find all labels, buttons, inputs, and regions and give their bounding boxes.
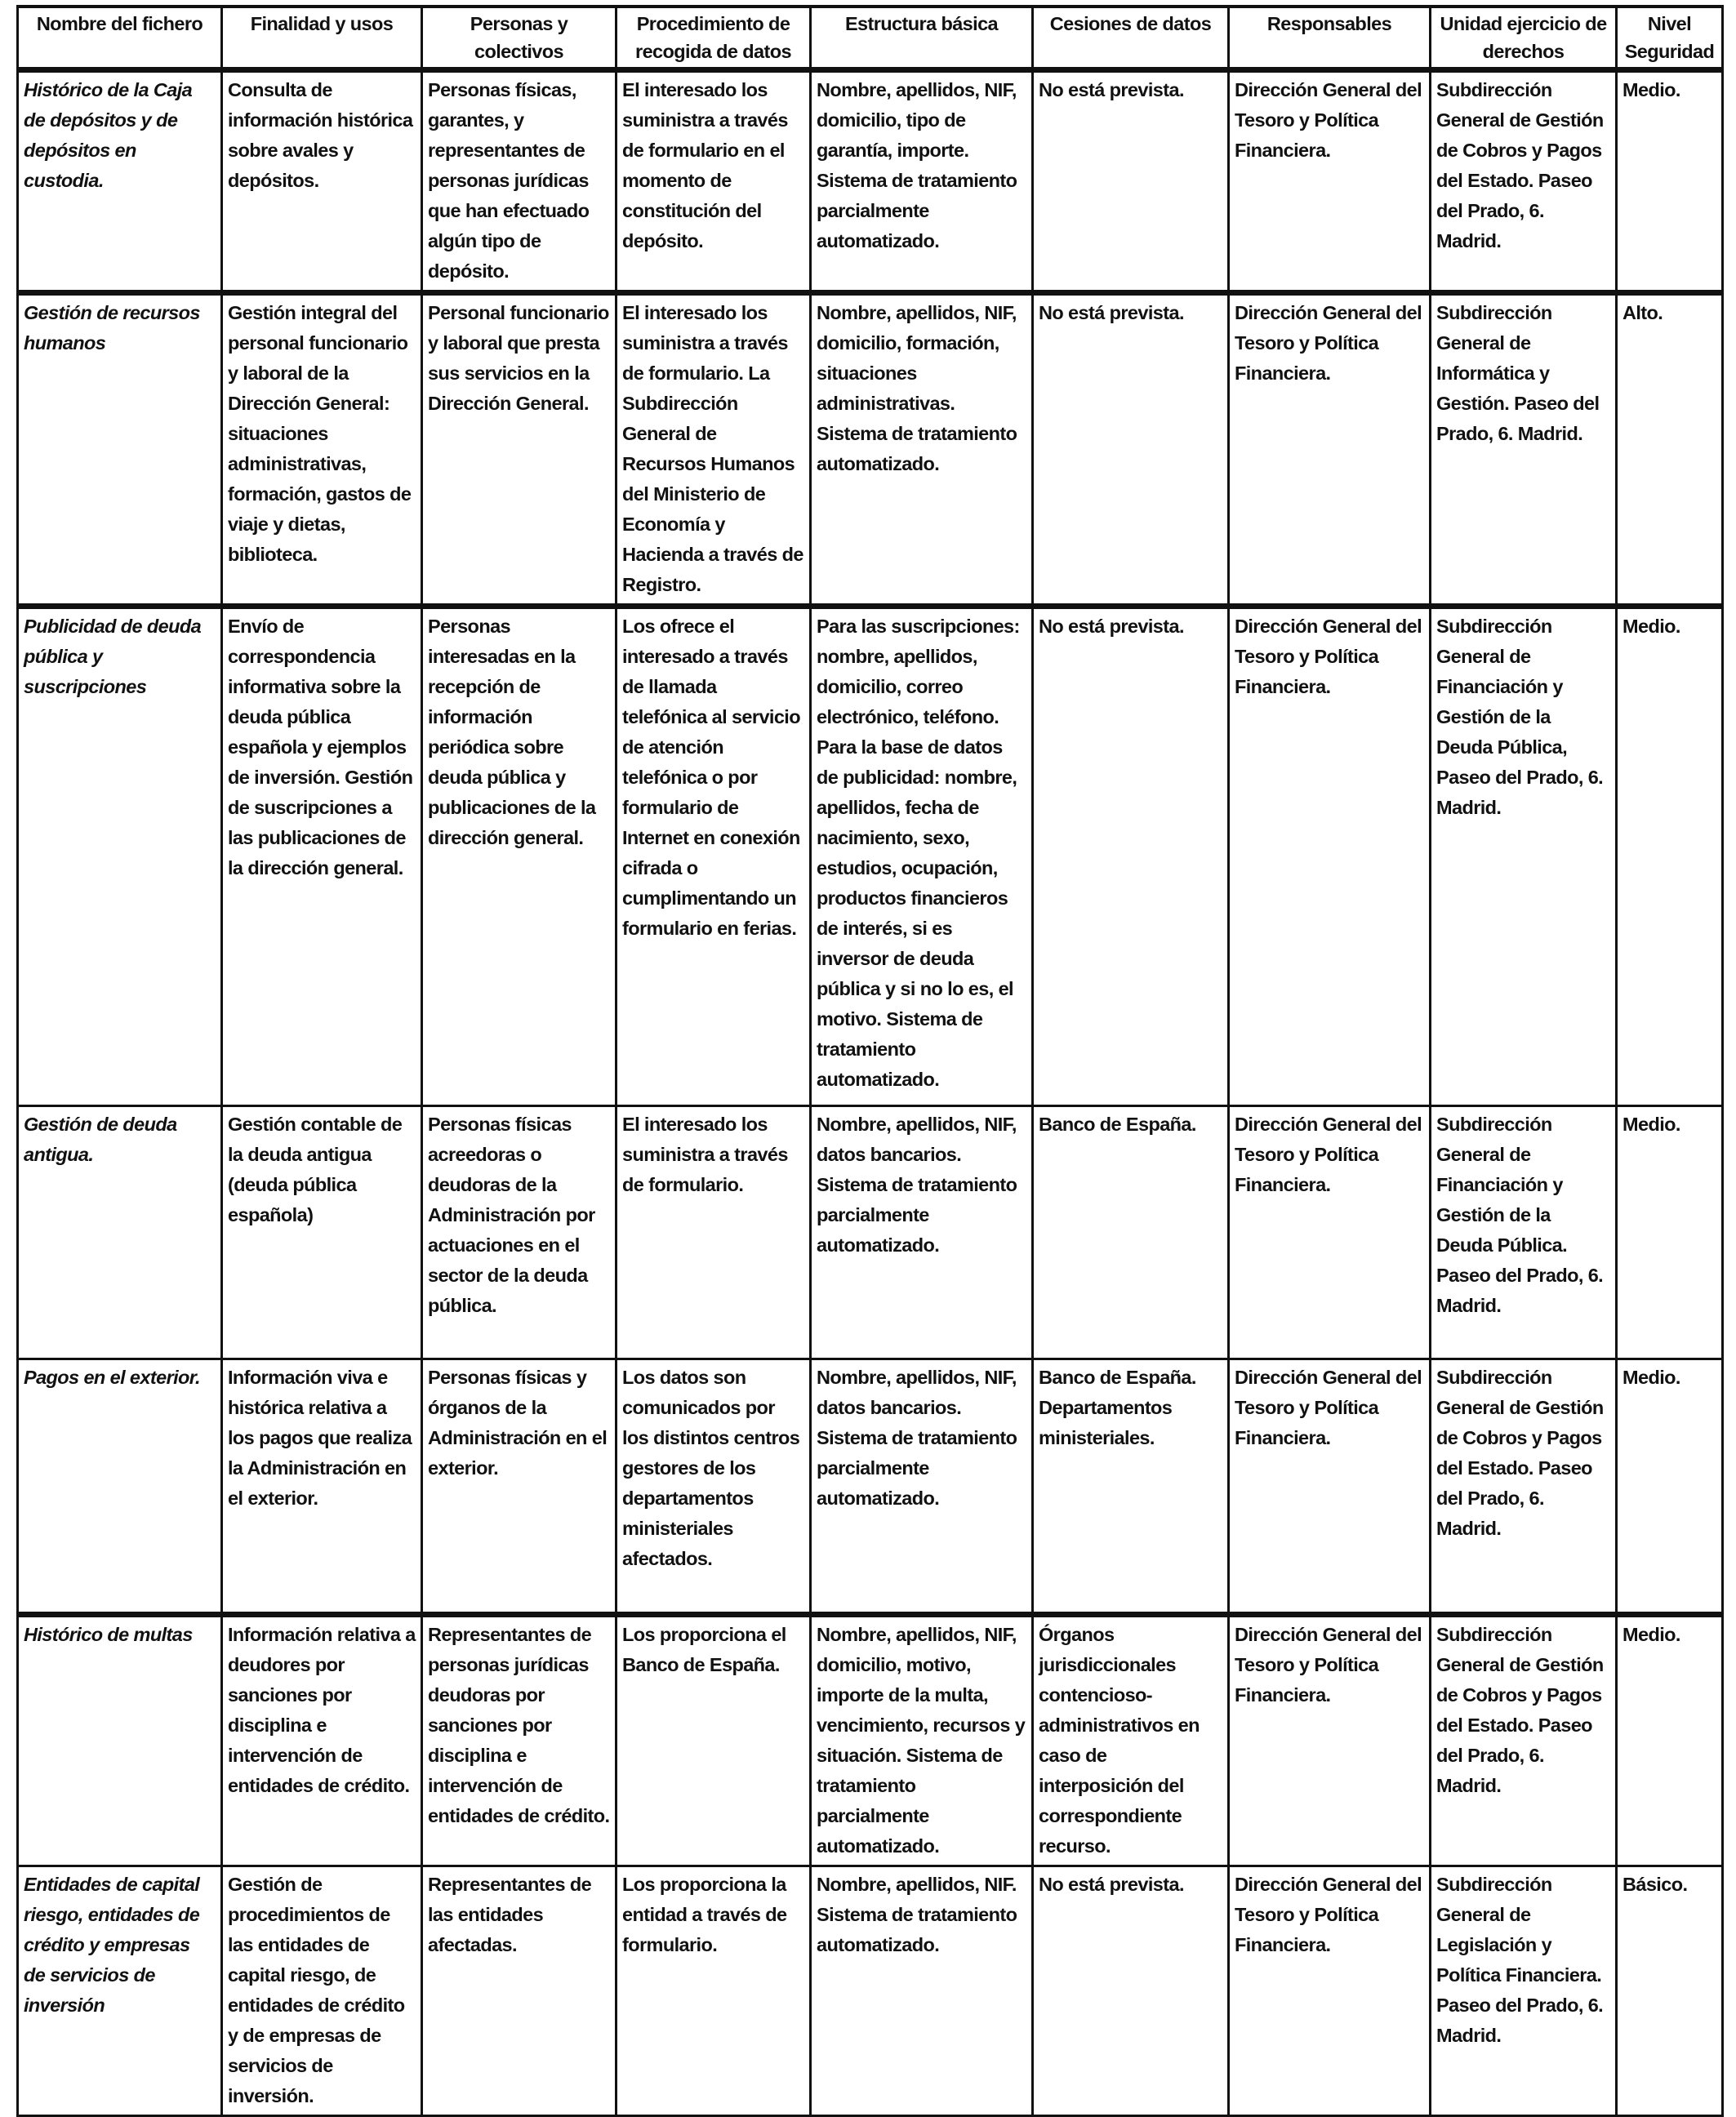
cell-responsables: Dirección General del Tesoro y Política Financiera. bbox=[1229, 1359, 1431, 1615]
cell-nombre: Histórico de la Caja de depósitos y de depósitos en custodia. bbox=[18, 70, 222, 293]
cell-nivel: Medio. bbox=[1617, 607, 1723, 1106]
cell-estructura: Para las suscripciones: nombre, apellidos, domicilio, correo electrónico, teléfono. Para la base de datos de publicidad: nombre, apellidos, fecha de nacimiento, sexo, estudios, ocupación, productos financieros de interés, si es inversor de deuda pública y si no lo es, el motivo. Sistema de tratamiento automatizado. bbox=[811, 607, 1033, 1106]
cell-unidad: Subdirección General de Financiación y Gestión de la Deuda Pública. Paseo del Prado, 6. Madrid. bbox=[1431, 1106, 1617, 1359]
cell-procedimiento: Los proporciona la entidad a través de formulario. bbox=[617, 1866, 811, 2116]
table-row bbox=[18, 607, 1723, 1106]
table-row bbox=[18, 1359, 1723, 1615]
header-nivel: Nivel Seguridad bbox=[1617, 7, 1723, 70]
cell-finalidad: Información relativa a deudores por sanciones por disciplina e intervención de entidades de crédito. bbox=[222, 1615, 422, 1866]
cell-finalidad: Consulta de información histórica sobre avales y depósitos. bbox=[222, 70, 422, 293]
cell-finalidad: Gestión de procedimientos de las entidades de capital riesgo, de entidades de crédito y de empresas de servicios de inversión. bbox=[222, 1866, 422, 2116]
cell-nivel: Básico. bbox=[1617, 1866, 1723, 2116]
cell-procedimiento: El interesado los suministra a través de formulario. La Subdirección General de Recursos Humanos del Ministerio de Economía y Hacienda a través de Registro. bbox=[617, 293, 811, 607]
cell-nivel: Medio. bbox=[1617, 1106, 1723, 1359]
cell-cesiones: Banco de España. Departamentos ministeriales. bbox=[1033, 1359, 1229, 1615]
cell-responsables: Dirección General del Tesoro y Política Financiera. bbox=[1229, 70, 1431, 293]
cell-responsables: Dirección General del Tesoro y Política Financiera. bbox=[1229, 1866, 1431, 2116]
cell-nombre: Gestión de recursos humanos bbox=[18, 293, 222, 607]
cell-cesiones: No está prevista. bbox=[1033, 607, 1229, 1106]
cell-finalidad: Envío de correspondencia informativa sobre la deuda pública española y ejemplos de inversión. Gestión de suscripciones a las publicaciones de la dirección general. bbox=[222, 607, 422, 1106]
header-unidad: Unidad ejercicio de derechos bbox=[1431, 7, 1617, 70]
cell-estructura: Nombre, apellidos, NIF, datos bancarios. Sistema de tratamiento parcialmente automatizado. bbox=[811, 1359, 1033, 1615]
cell-nivel: Medio. bbox=[1617, 1359, 1723, 1615]
cell-responsables: Dirección General del Tesoro y Política Financiera. bbox=[1229, 1615, 1431, 1866]
cell-cesiones: No está prevista. bbox=[1033, 293, 1229, 607]
table-row bbox=[18, 293, 1723, 607]
cell-procedimiento: Los proporciona el Banco de España. bbox=[617, 1615, 811, 1866]
cell-unidad: Subdirección General de Informática y Gestión. Paseo del Prado, 6. Madrid. bbox=[1431, 293, 1617, 607]
cell-cesiones: Órganos jurisdiccionales contencioso-administrativos en caso de interposición del correspondiente recurso. bbox=[1033, 1615, 1229, 1866]
cell-responsables: Dirección General del Tesoro y Política Financiera. bbox=[1229, 607, 1431, 1106]
cell-nombre: Entidades de capital riesgo, entidades de crédito y empresas de servicios de inversión bbox=[18, 1866, 222, 2116]
cell-personas: Representantes de las entidades afectadas. bbox=[422, 1866, 617, 2116]
cell-responsables: Dirección General del Tesoro y Política Financiera. bbox=[1229, 293, 1431, 607]
cell-nombre: Histórico de multas bbox=[18, 1615, 222, 1866]
header-responsables: Responsables bbox=[1229, 7, 1431, 70]
cell-personas: Personas físicas, garantes, y representantes de personas jurídicas que han efectuado algún tipo de depósito. bbox=[422, 70, 617, 293]
cell-nombre: Pagos en el exterior. bbox=[18, 1359, 222, 1615]
cell-unidad: Subdirección General de Legislación y Política Financiera. Paseo del Prado, 6. Madrid. bbox=[1431, 1866, 1617, 2116]
cell-nombre: Gestión de deuda antigua. bbox=[18, 1106, 222, 1359]
cell-nombre: Publicidad de deuda pública y suscripciones bbox=[18, 607, 222, 1106]
table-row bbox=[18, 1615, 1723, 1866]
table-row bbox=[18, 70, 1723, 293]
header-cesiones: Cesiones de datos bbox=[1033, 7, 1229, 70]
cell-estructura: Nombre, apellidos, NIF, domicilio, formación, situaciones administrativas. Sistema de tratamiento automatizado. bbox=[811, 293, 1033, 607]
cell-personas: Personas físicas acreedoras o deudoras de la Administración por actuaciones en el sector de la deuda pública. bbox=[422, 1106, 617, 1359]
cell-unidad: Subdirección General de Financiación y Gestión de la Deuda Pública, Paseo del Prado, 6. Madrid. bbox=[1431, 607, 1617, 1106]
cell-finalidad: Gestión contable de la deuda antigua (deuda pública española) bbox=[222, 1106, 422, 1359]
cell-procedimiento: Los ofrece el interesado a través de llamada telefónica al servicio de atención telefónica o por formulario de Internet en conexión cifrada o cumplimentando un formulario en ferias. bbox=[617, 607, 811, 1106]
cell-personas: Personal funcionario y laboral que presta sus servicios en la Dirección General. bbox=[422, 293, 617, 607]
cell-procedimiento: El interesado los suministra a través de formulario en el momento de constitución del depósito. bbox=[617, 70, 811, 293]
cell-estructura: Nombre, apellidos, NIF, datos bancarios. Sistema de tratamiento parcialmente automatizado. bbox=[811, 1106, 1033, 1359]
cell-cesiones: Banco de España. bbox=[1033, 1106, 1229, 1359]
cell-finalidad: Gestión integral del personal funcionario y laboral de la Dirección General: situaciones administrativas, formación, gastos de viaje y dietas, biblioteca. bbox=[222, 293, 422, 607]
cell-procedimiento: Los datos son comunicados por los distintos centros gestores de los departamentos ministeriales afectados. bbox=[617, 1359, 811, 1615]
document-page bbox=[16, 5, 1721, 2117]
cell-unidad: Subdirección General de Gestión de Cobros y Pagos del Estado. Paseo del Prado, 6. Madrid. bbox=[1431, 1615, 1617, 1866]
cell-personas: Representantes de personas jurídicas deudoras por sanciones por disciplina e intervención de entidades de crédito. bbox=[422, 1615, 617, 1866]
cell-personas: Personas interesadas en la recepción de información periódica sobre deuda pública y publicaciones de la dirección general. bbox=[422, 607, 617, 1106]
header-personas: Personas y colectivos bbox=[422, 7, 617, 70]
cell-estructura: Nombre, apellidos, NIF, domicilio, tipo de garantía, importe. Sistema de tratamiento parcialmente automatizado. bbox=[811, 70, 1033, 293]
cell-estructura: Nombre, apellidos, NIF. Sistema de tratamiento automatizado. bbox=[811, 1866, 1033, 2116]
cell-personas: Personas físicas y órganos de la Administración en el exterior. bbox=[422, 1359, 617, 1615]
cell-unidad: Subdirección General de Gestión de Cobros y Pagos del Estado. Paseo del Prado, 6. Madrid. bbox=[1431, 70, 1617, 293]
header-procedimiento: Procedimiento de recogida de datos bbox=[617, 7, 811, 70]
cell-nivel: Alto. bbox=[1617, 293, 1723, 607]
header-nombre: Nombre del fichero bbox=[18, 7, 222, 70]
cell-cesiones: No está prevista. bbox=[1033, 70, 1229, 293]
header-estructura: Estructura básica bbox=[811, 7, 1033, 70]
table-row bbox=[18, 1866, 1723, 2116]
header-finalidad: Finalidad y usos bbox=[222, 7, 422, 70]
cell-unidad: Subdirección General de Gestión de Cobros y Pagos del Estado. Paseo del Prado, 6. Madrid. bbox=[1431, 1359, 1617, 1615]
table-header-row bbox=[18, 7, 1723, 70]
cell-cesiones: No está prevista. bbox=[1033, 1866, 1229, 2116]
cell-nivel: Medio. bbox=[1617, 70, 1723, 293]
cell-finalidad: Información viva e histórica relativa a los pagos que realiza la Administración en el exterior. bbox=[222, 1359, 422, 1615]
table-row bbox=[18, 1106, 1723, 1359]
cell-responsables: Dirección General del Tesoro y Política Financiera. bbox=[1229, 1106, 1431, 1359]
cell-nivel: Medio. bbox=[1617, 1615, 1723, 1866]
cell-estructura: Nombre, apellidos, NIF, domicilio, motivo, importe de la multa, vencimiento, recursos y situación. Sistema de tratamiento parcialmente automatizado. bbox=[811, 1615, 1033, 1866]
data-files-table bbox=[16, 5, 1724, 2117]
cell-procedimiento: El interesado los suministra a través de formulario. bbox=[617, 1106, 811, 1359]
